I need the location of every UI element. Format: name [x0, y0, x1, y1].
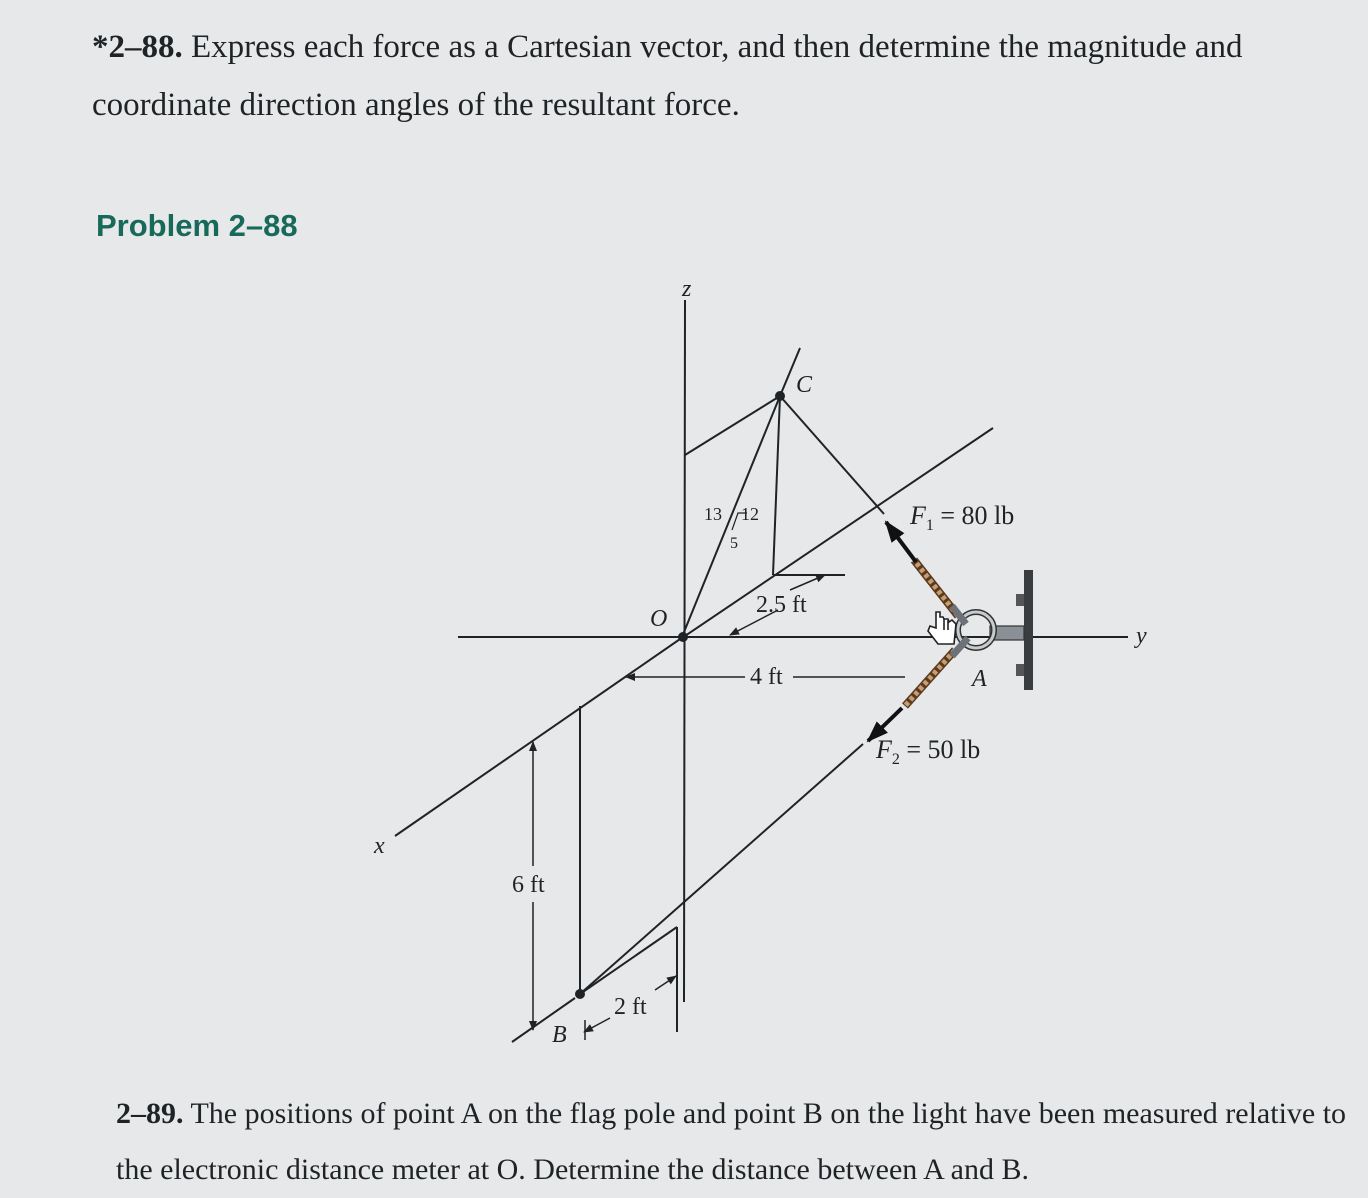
point-label-c: C: [796, 372, 813, 398]
axis-label-z: z: [682, 276, 692, 302]
dim-2-5ft-line: [790, 575, 825, 590]
point-o-dot: [678, 632, 688, 642]
force-label-f1: $F_1 = 80$ lb: [910, 501, 1015, 534]
z-axis: [684, 300, 685, 1002]
point-label-o: O: [650, 606, 668, 632]
section-heading: Problem 2–88: [96, 208, 298, 243]
dim-2ft-line: [655, 976, 676, 990]
slope-label-hyp: 13: [704, 504, 722, 524]
slope-label-opp: 12: [741, 504, 759, 524]
dim-2ft-line: [584, 1018, 610, 1032]
wall-bracket-icon: [958, 570, 1033, 690]
problem-number: 2–89.: [116, 1097, 184, 1130]
point-label-b: B: [552, 1022, 567, 1048]
point-c-dot: [775, 391, 785, 401]
cable-oc-line: [780, 396, 884, 514]
dim-label-4ft: 4 ft: [750, 664, 783, 690]
axis-label-y: y: [1136, 623, 1147, 649]
hand-cursor-icon: [928, 612, 956, 644]
problem-text: The positions of point A on the flag pole and point B on the light have been measured relative to the electronic distance meter at O. Determine the distance between A and B.: [116, 1097, 1347, 1186]
dim-label-2-5ft: 2.5 ft: [756, 592, 807, 618]
problem-number: *2–88.: [92, 29, 183, 65]
x-axis: [395, 637, 683, 836]
force-label-f2: $F_2 = 50$ lb: [876, 735, 981, 768]
construction-line: [685, 396, 780, 455]
construction-line: [580, 927, 677, 994]
construction-line: [773, 396, 780, 575]
dim-label-6ft: 6 ft: [512, 872, 545, 898]
rope-f2: [905, 638, 968, 706]
construction-line: [580, 744, 863, 994]
axis-label-x: x: [374, 833, 385, 859]
problem-2-89-statement: [116, 1086, 1356, 1198]
point-b-dot: [575, 989, 585, 999]
problem-text: Express each force as a Cartesian vector, and then determine the magnitude and coordinate direction angles of the resultant force.: [92, 29, 1243, 123]
point-label-a: A: [972, 666, 987, 692]
slope-label-adj: 5: [730, 535, 738, 552]
dim-label-2ft: 2 ft: [614, 994, 647, 1020]
